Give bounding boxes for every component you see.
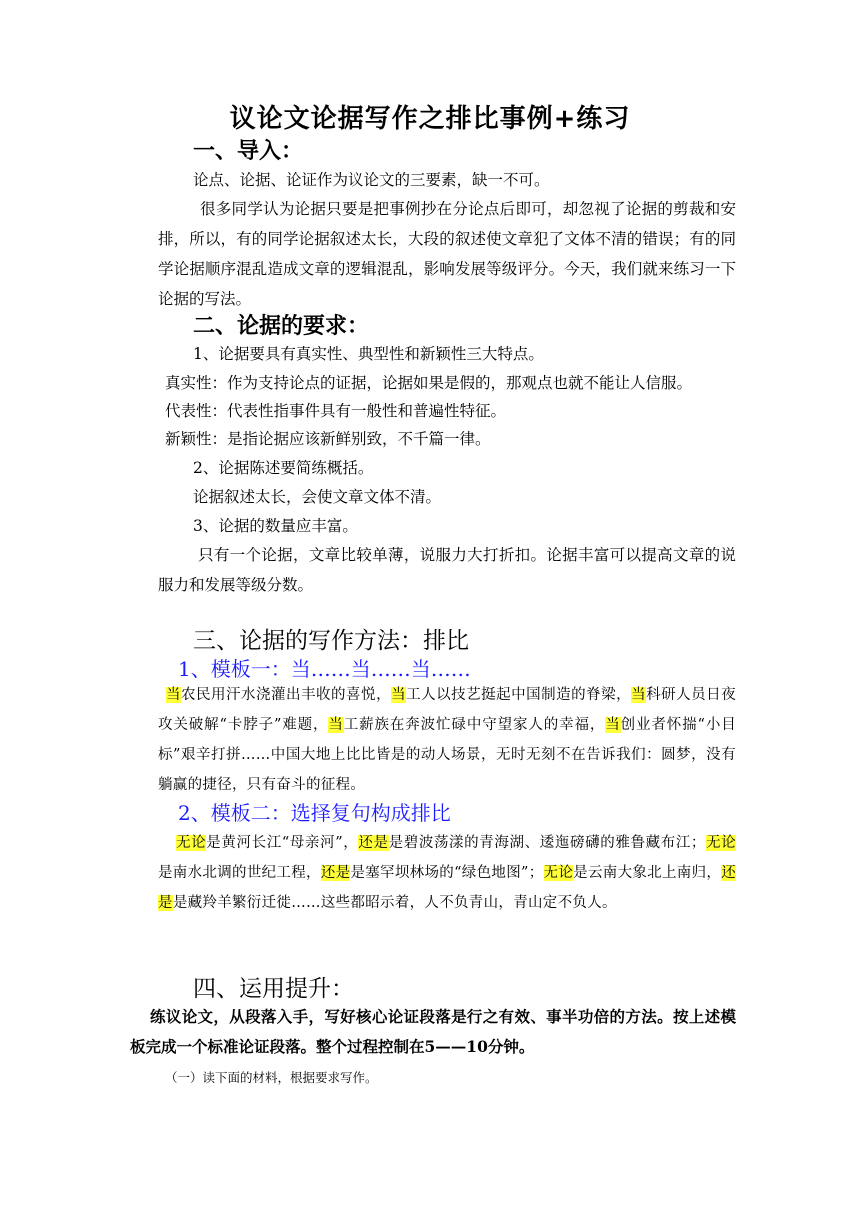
section-2-heading: 二、论据的要求：: [193, 314, 370, 339]
highlight-dang: 当: [166, 687, 182, 703]
highlight-dang: 当: [391, 687, 407, 703]
requirement-2-detail: 论据叙述太长，会使文章文体不清。: [193, 488, 442, 506]
intro-paragraph-2: 很多同学认为论据只要是把事例抄在分论点后即可，却忽视了论据的剪裁和安排，所以，有的同学论据叙述太长，大段的叙述使文章犯了文体不清的错误；有的同学论据顺序混乱造成文章的逻辑混乱，影响发展等级评分。今天，我们就来练习一下论据的写法。: [158, 200, 736, 308]
section-3-heading: 三、论据的写作方法：排比: [193, 628, 469, 654]
requirement-3: 3、论据的数量应丰富。: [193, 517, 358, 535]
highlight-haishi: 还是: [320, 865, 351, 881]
highlight-haishi: 还是: [358, 835, 389, 851]
highlight-dang: 当: [605, 717, 621, 733]
requirement-novelty: 新颖性：是指论据应该新鲜别致，不千篇一律。: [165, 430, 491, 448]
document-title: 议论文论据写作之排比事例+练习: [229, 104, 631, 134]
requirement-authenticity: 真实性：作为支持论点的证据，论据如果是假的，那观点也就不能让人信服。: [165, 374, 693, 392]
highlight-dang: 当: [328, 717, 344, 733]
section-1-heading: 一、导入：: [193, 139, 304, 164]
requirement-1: 1、论据要具有真实性、典型性和新颖性三大特点。: [193, 345, 544, 363]
highlight-haishi: 还是: [158, 865, 737, 911]
intro-paragraph-1: 论点、论据、论证作为议论文的三要素，缺一不可。: [193, 171, 550, 189]
highlight-wulun: 无论: [543, 865, 574, 881]
highlight-wulun: 无论: [705, 835, 736, 851]
template-1-example: 当农民用汗水浇灌出丰收的喜悦，当工人以技艺挺起中国制造的脊梁，当科研人员日夜攻关破解“卡脖子”难题，当工薪族在奔波忙碌中守望家人的幸福，当创业者怀揣“小目标”艰辛打拼……中国大地上比比皆是的动人场景，无时无刻不在告诉我们：圆梦，没有躺赢的捷径，只有奋斗的征程。: [158, 687, 736, 793]
practice-subheading: （一）读下面的材料，根据要求写作。: [165, 1070, 378, 1085]
highlight-wulun: 无论: [176, 835, 207, 851]
template-2-label: 2、模板二：选择复句构成排比: [178, 801, 451, 825]
template-1-label: 1、模板一：当……当……当……: [178, 657, 471, 681]
requirement-3-detail: 只有一个论据，文章比较单薄，说服力大打折扣。论据丰富可以提高文章的说服力和发展等级分数。: [158, 546, 736, 594]
template-2-example: 无论是黄河长江“母亲河”，还是是碧波荡漾的青海湖、逶迤磅礴的雅鲁藏布江；无论是南水北调的世纪工程，还是是塞罕坝林场的“绿色地图”；无论是云南大象北上南归，还是是藏羚羊繁衍迁徙……这些都昭示着，人不负青山，青山定不负人。: [158, 835, 737, 911]
requirement-2: 2、论据陈述要简练概括。: [193, 459, 374, 477]
practice-instructions: 练议论文，从段落入手，写好核心论证段落是行之有效、事半功倍的方法。按上述模板完成一个标准论证段落。整个过程控制在5——10分钟。: [130, 1007, 736, 1056]
section-4-heading: 四、运用提升：: [193, 976, 354, 1002]
requirement-representative: 代表性：代表性指事件具有一般性和普遍性特征。: [165, 402, 507, 420]
highlight-dang: 当: [631, 687, 647, 703]
